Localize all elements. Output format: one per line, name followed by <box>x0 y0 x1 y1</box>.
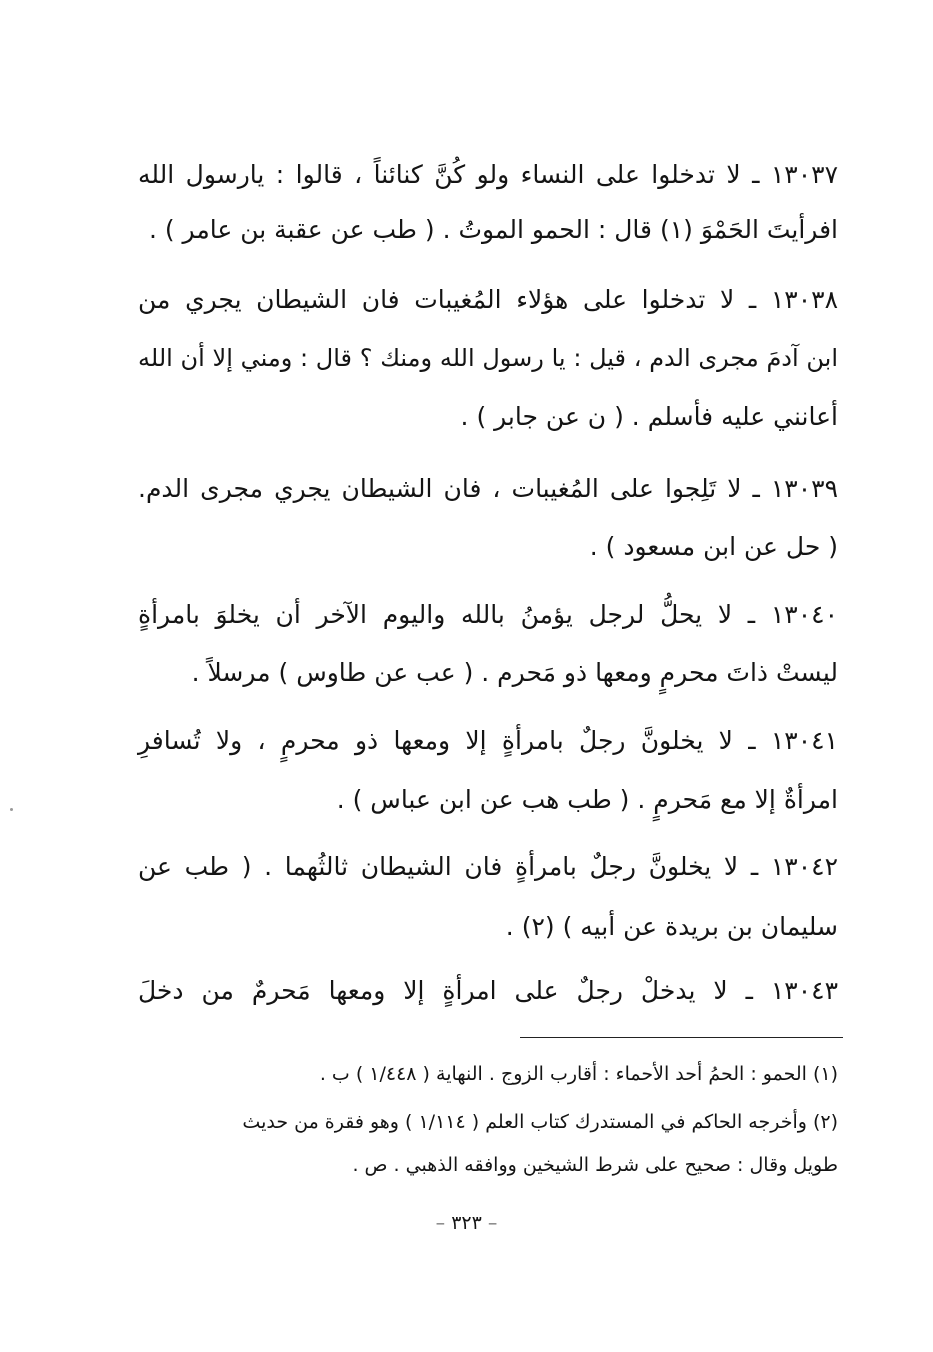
hadith-13037-line-1: ١٣٠٣٧ ـ لا تدخلوا على النساء ولو كُنَّ كنائناً ، قالوا : يارسول الله <box>138 160 838 189</box>
hadith-13042-line-2: سليمان بن بريدة عن أبيه ) (٢) . <box>505 912 838 941</box>
hadith-13040-line-1: ١٣٠٤٠ ـ لا يحلُّ لرجل يؤمنُ بالله واليوم الآخر أن يخلوَ بامرأةٍ <box>138 600 838 629</box>
margin-speck <box>10 808 13 811</box>
hadith-13038-line-3: أعانني عليه فأسلم . ( ن عن جابر ) . <box>460 402 838 431</box>
footnote-2-line-1: (٢) وأخرجه الحاكم في المستدرك كتاب العلم ( ١/١١٤ ) وهو فقرة من حديث <box>242 1111 838 1133</box>
hadith-13041-line-2: امرأةٌ إلا مع مَحرمٍ . ( طب هب عن ابن عباس ) . <box>336 785 838 814</box>
hadith-13043-line-1: ١٣٠٤٣ ـ لا يدخلْ رجلٌ على امرأةٍ إلا ومعها مَحرمٌ من دخلَ <box>138 976 838 1005</box>
hadith-13038-line-2: ابن آدمَ مجرى الدم ، قيل : يا رسول الله ومنك ؟ قال : ومني إلا أن الله <box>138 344 838 372</box>
footnote-1: (١) الحمو : الحمُ أحد الأحماء : أقارب الزوج . النهاية ( ١/٤٤٨ ) ب . <box>319 1063 838 1085</box>
page-number-dash-left: – <box>435 1212 446 1234</box>
hadith-13038-line-1: ١٣٠٣٨ ـ لا تدخلوا على هؤلاء المُغيبات فان الشيطان يجري من <box>138 285 838 314</box>
hadith-13042-line-1: ١٣٠٤٢ ـ لا يخلونَّ رجلٌ بامرأةٍ فان الشيطان ثالثُهما . ( طب عن <box>138 852 838 881</box>
hadith-13039-line-2: ( حل عن ابن مسعود ) . <box>589 532 838 561</box>
hadith-13037-line-2: افرأيتَ الحَمْوَ (١) قال : الحمو الموتُ . ( طب عن عقبة بن عامر ) . <box>148 215 838 244</box>
hadith-13041-line-1: ١٣٠٤١ ـ لا يخلونَّ رجلٌ بامرأةٍ إلا ومعها ذو محرمٍ ، ولا تُسافرِ <box>138 726 838 755</box>
page-number <box>0 1212 933 1234</box>
page-number-value: ٣٢٣ <box>451 1212 482 1234</box>
footnote-separator <box>520 1037 843 1038</box>
hadith-13039-line-1: ١٣٠٣٩ ـ لا تَلِجوا على المُغيبات ، فان الشيطان يجري مجرى الدم. <box>138 474 838 503</box>
footnote-2-line-2: طويل وقال : صحيح على شرط الشيخين ووافقه الذهبي . ص . <box>352 1154 838 1176</box>
hadith-13040-line-2: ليستْ ذاتَ محرمٍ ومعها ذو مَحرم . ( عب عن طاوس ) مرسلاً . <box>191 658 838 687</box>
page-number-dash-right: – <box>487 1212 498 1234</box>
